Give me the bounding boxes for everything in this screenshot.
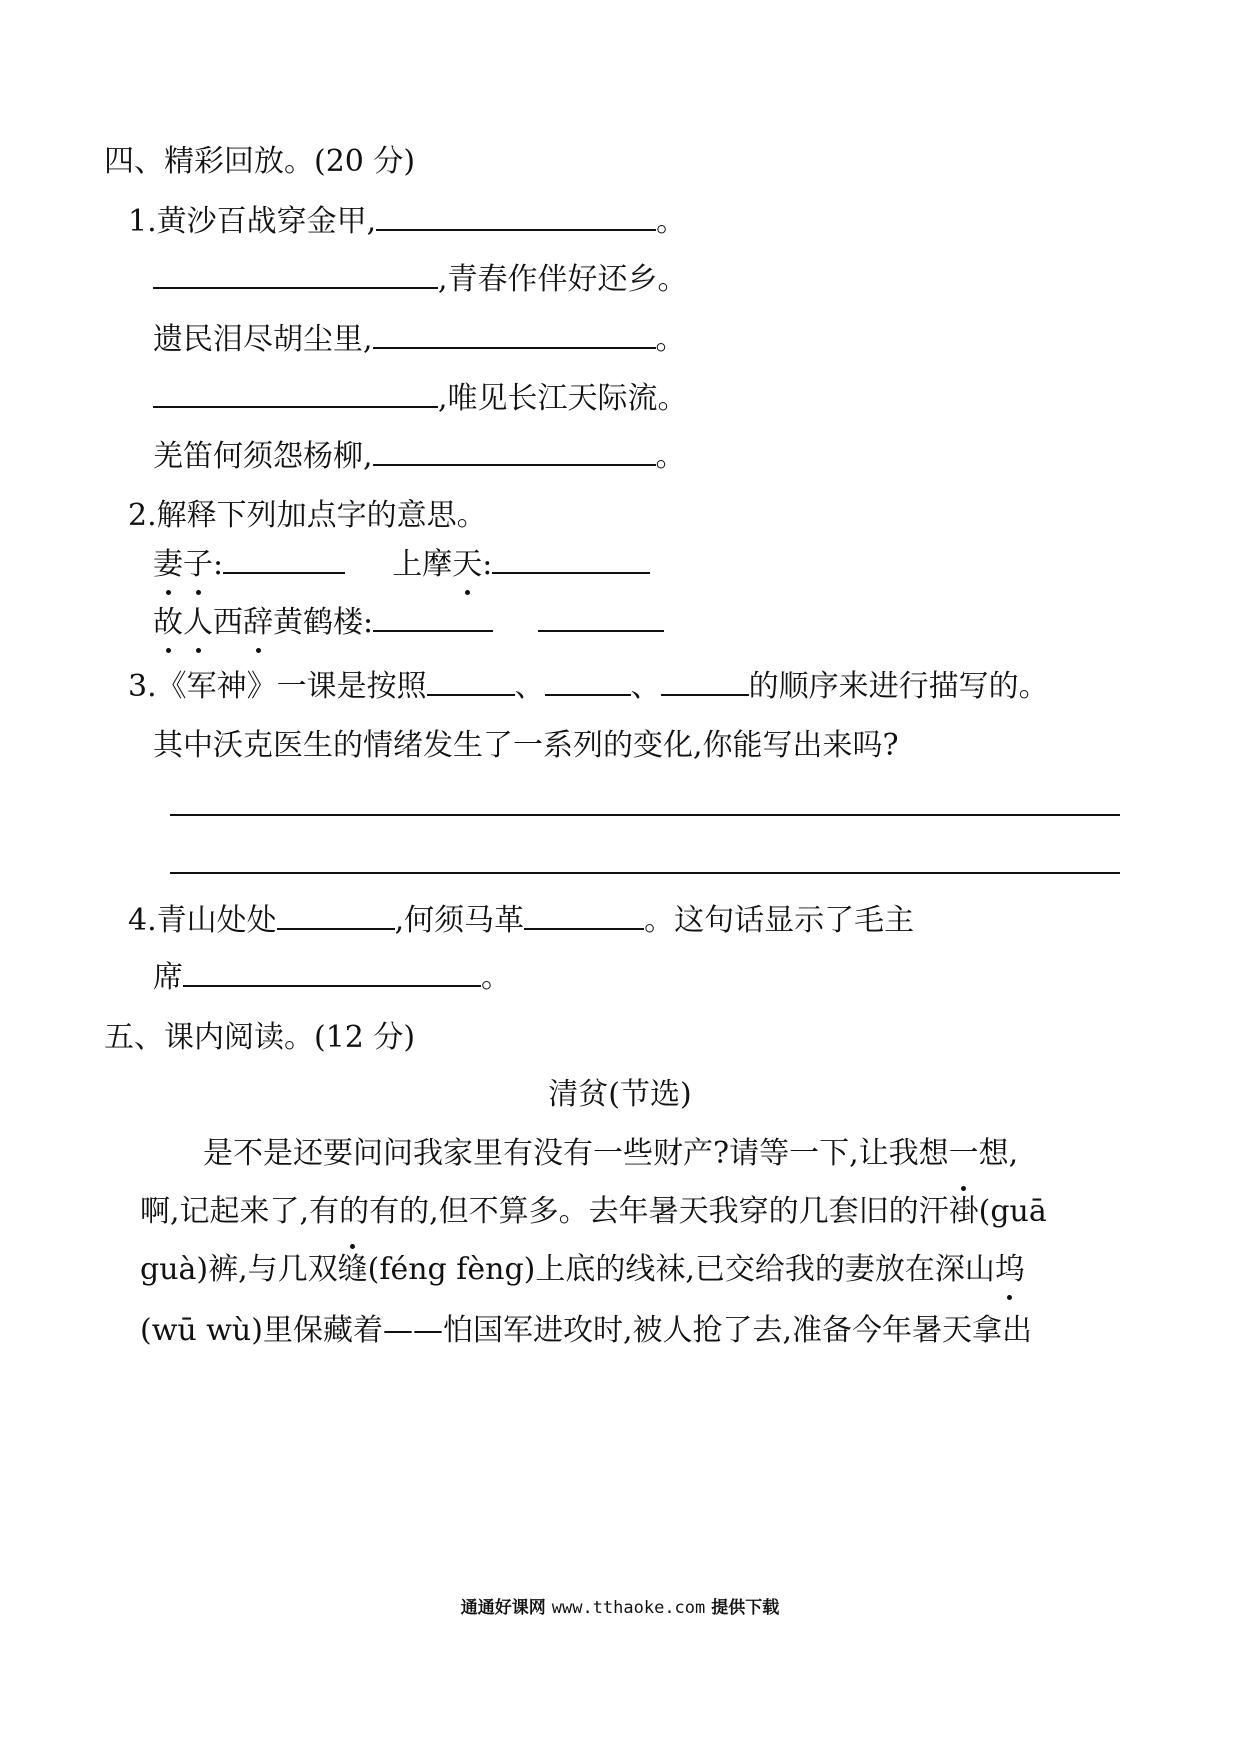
question-1-line-1 <box>128 202 686 242</box>
answer-line[interactable] <box>170 872 1120 874</box>
dotted-char: 坞 <box>995 1250 1025 1290</box>
q1-end-3: 。 <box>655 322 686 357</box>
q1-label: 1.黄沙百战穿金甲, <box>128 204 377 239</box>
answer-line[interactable] <box>170 814 1120 816</box>
q2-item-2-text: 上摩 <box>392 547 453 582</box>
q4-text-3: 。这句话显示了毛主 <box>644 903 915 938</box>
section-5-heading: 五、课内阅读。(12 分) <box>104 1020 416 1055</box>
passage-line-1: 是不是还要问问我家里有没有一些财产?请等一下,让我想一想, <box>203 1136 1019 1171</box>
q3-text-1: 3.《军神》一课是按照 <box>128 669 427 704</box>
answer-blank[interactable] <box>376 203 656 231</box>
question-2-line-2 <box>153 603 664 643</box>
answer-blank[interactable] <box>153 261 438 289</box>
dotted-char: 人 <box>183 603 213 643</box>
separator: 、 <box>514 669 545 704</box>
answer-blank[interactable] <box>373 438 656 466</box>
q4-text-2: ,何须马革 <box>394 903 525 938</box>
dotted-char: 天 <box>452 545 482 585</box>
footer <box>0 1593 1240 1618</box>
dotted-char: 缝 <box>338 1250 368 1290</box>
dotted-char: 褂 <box>949 1192 979 1232</box>
answer-blank[interactable] <box>524 902 644 930</box>
q1-end-5: 。 <box>655 439 686 474</box>
answer-blank[interactable] <box>538 604 664 632</box>
q3-text-2: 的顺序来进行描写的。 <box>748 669 1049 704</box>
passage-line-2 <box>140 1192 1047 1232</box>
footer-site: 通通好课网 <box>460 1598 546 1618</box>
question-4-line-2 <box>153 958 511 998</box>
dotted-char: 辞 <box>243 603 273 643</box>
passage-title: 清贫(节选) <box>548 1077 692 1112</box>
question-2-line-1 <box>153 545 650 585</box>
q2-item-3-text: 西 <box>213 605 243 640</box>
footer-url[interactable]: www.tthaoke.com <box>551 1598 706 1618</box>
question-3-line-1 <box>128 667 1049 707</box>
passage-text: 啊,记起来了,有的有的,但不算多。去年暑天我穿的几套旧的汗 <box>140 1194 949 1229</box>
question-1-line-5 <box>153 437 686 477</box>
separator: 、 <box>630 669 661 704</box>
footer-suffix: 提供下载 <box>711 1598 780 1618</box>
answer-blank[interactable] <box>373 604 493 632</box>
dotted-char: 妻 <box>153 545 183 585</box>
dotted-char: 故 <box>153 603 183 643</box>
q1-end-1: 。 <box>656 204 687 239</box>
answer-blank[interactable] <box>545 668 631 696</box>
q1-line-3-text: 遗民泪尽胡尘里, <box>153 322 373 357</box>
question-1-line-3 <box>153 320 686 360</box>
q1-line-5-text: 羌笛何须怨杨柳, <box>153 439 373 474</box>
q2-item-3-text-2: 黄鹤楼: <box>273 605 374 640</box>
section-4-heading: 四、精彩回放。(20 分) <box>104 144 416 179</box>
passage-line-4: (wū wù)里保藏着——怕国军进攻时,被人抢了去,准备今年暑天拿出 <box>140 1313 1033 1348</box>
answer-blank[interactable] <box>183 959 481 987</box>
answer-blank[interactable] <box>277 902 395 930</box>
answer-blank[interactable] <box>373 321 656 349</box>
q4-text-4: 席 <box>153 960 183 995</box>
passage-text: guà)裤,与几双 <box>140 1252 338 1287</box>
answer-blank[interactable] <box>427 668 515 696</box>
dotted-char: 子 <box>183 545 213 585</box>
colon: : <box>482 547 493 582</box>
pinyin-text: (guā <box>978 1194 1047 1229</box>
question-1-line-4 <box>153 379 688 419</box>
answer-blank[interactable] <box>153 380 438 408</box>
passage-text: (féng fèng)上底的线袜,已交给我的妻放在深山 <box>367 1252 995 1287</box>
answer-blank[interactable] <box>223 546 345 574</box>
question-4-line-1 <box>128 901 914 941</box>
question-3-line-2: 其中沃克医生的情绪发生了一系列的变化,你能写出来吗? <box>153 728 899 763</box>
passage-line-3 <box>140 1250 1025 1290</box>
question-1-line-2 <box>153 260 688 300</box>
q1-line-2-text: ,青春作伴好还乡。 <box>438 262 688 297</box>
q1-line-4-text: ,唯见长江天际流。 <box>438 381 688 416</box>
question-2-label: 2.解释下列加点字的意思。 <box>128 498 487 533</box>
answer-blank[interactable] <box>661 668 749 696</box>
q4-text-1: 4.青山处处 <box>128 903 277 938</box>
q4-end: 。 <box>481 960 511 995</box>
answer-blank[interactable] <box>492 546 650 574</box>
colon: : <box>213 547 224 582</box>
